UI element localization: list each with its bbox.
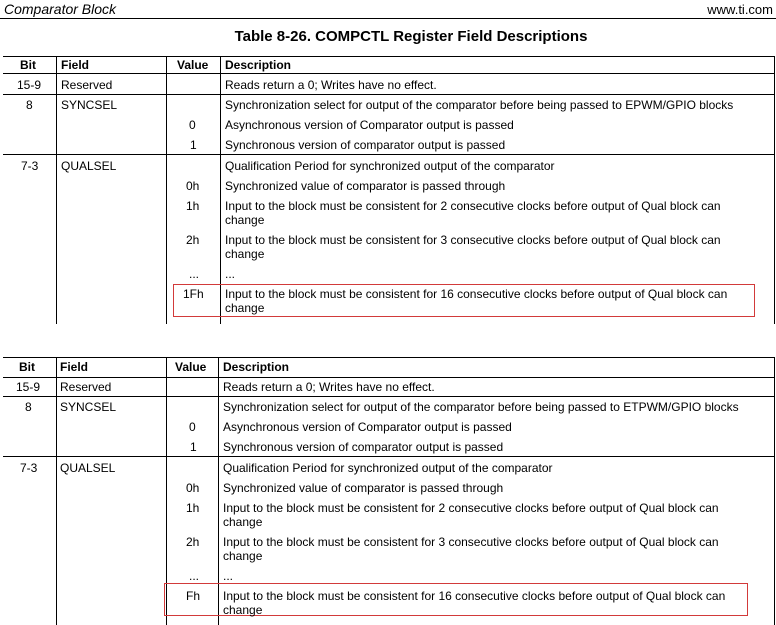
row-description: Synchronized value of comparator is passed through (223, 481, 504, 495)
row-description: Synchronous version of comparator output is passed (223, 440, 504, 454)
row-description: Input to the block must be consistent for 16 consecutive clocks before output of Qual block can change (223, 589, 726, 617)
row-description: Input to the block must be consistent for 2 consecutive clocks before output of Qual block can change (225, 199, 721, 227)
table-col-line (56, 357, 57, 625)
row-field: QUALSEL (61, 159, 117, 173)
row-value: ... (189, 569, 200, 583)
col-header-description: Description (223, 360, 290, 374)
col-header-field: Field (61, 58, 90, 72)
row-description: Synchronized value of comparator is passed through (225, 179, 506, 193)
row-description: ... (225, 267, 236, 281)
row-value: 1h (186, 199, 200, 213)
row-value: 2h (186, 535, 200, 549)
col-header-value: Value (175, 360, 207, 374)
row-value: Fh (186, 589, 201, 603)
col-header-bit: Bit (19, 360, 35, 374)
row-bit: 8 (26, 98, 33, 112)
row-description: Synchronous version of comparator output is passed (225, 138, 506, 152)
table-rule (3, 456, 775, 457)
row-value: 0 (189, 118, 196, 132)
row-field: Reserved (61, 78, 113, 92)
row-description: Synchronization select for output of the comparator before being passed to ETPWM/GPIO blocks (223, 400, 739, 414)
row-field: QUALSEL (60, 461, 116, 475)
row-description: Asynchronous version of Comparator output is passed (223, 420, 512, 434)
row-description: Input to the block must be consistent for 3 consecutive clocks before output of Qual block can change (223, 535, 719, 563)
table-rule (3, 73, 775, 74)
table-rule (3, 94, 775, 95)
col-header-description: Description (225, 58, 292, 72)
row-bit: 15-9 (16, 380, 41, 394)
row-value: 1h (186, 501, 200, 515)
row-description: Asynchronous version of Comparator output is passed (225, 118, 514, 132)
row-value: ... (189, 267, 200, 281)
row-value: 0h (186, 179, 200, 193)
row-bit: 7-3 (21, 159, 39, 173)
row-field: Reserved (60, 380, 112, 394)
row-bit: 8 (25, 400, 32, 414)
row-description: Reads return a 0; Writes have no effect. (225, 78, 437, 92)
table-rule (3, 357, 775, 358)
row-description: Input to the block must be consistent for 2 consecutive clocks before output of Qual block can change (223, 501, 719, 529)
col-header-bit: Bit (20, 58, 36, 72)
table-rule (3, 396, 775, 397)
table-col-line (774, 56, 775, 324)
row-value: 1 (190, 138, 197, 152)
row-value: 1Fh (183, 287, 204, 301)
register-table-1 (3, 56, 775, 324)
table-rule (3, 154, 775, 155)
table-rule (3, 377, 775, 378)
table-caption: Table 8-26. COMPCTL Register Field Descriptions (234, 28, 588, 45)
register-table-2 (3, 357, 775, 625)
row-bit: 15-9 (17, 78, 42, 92)
row-field: SYNCSEL (61, 98, 118, 112)
table-rule (3, 56, 775, 57)
header-rule (0, 18, 776, 19)
table-col-line (774, 357, 775, 625)
row-value: 0 (189, 420, 196, 434)
row-description: Reads return a 0; Writes have no effect. (223, 380, 435, 394)
row-value: 2h (186, 233, 200, 247)
row-description: ... (223, 569, 234, 583)
site-link[interactable]: www.ti.com (707, 2, 773, 17)
table-col-line (166, 56, 167, 324)
col-header-value: Value (177, 58, 209, 72)
row-description: Qualification Period for synchronized output of the comparator (223, 461, 553, 475)
row-description: Input to the block must be consistent for 3 consecutive clocks before output of Qual block can change (225, 233, 721, 261)
row-bit: 7-3 (20, 461, 38, 475)
row-description: Synchronization select for output of the comparator before being passed to EPWM/GPIO blocks (225, 98, 734, 112)
col-header-field: Field (60, 360, 89, 374)
row-value: 1 (190, 440, 197, 454)
row-field: SYNCSEL (60, 400, 117, 414)
table-col-line (56, 56, 57, 324)
row-description: Input to the block must be consistent for 16 consecutive clocks before output of Qual block can change (225, 287, 728, 315)
row-description: Qualification Period for synchronized output of the comparator (225, 159, 555, 173)
section-title: Comparator Block (4, 1, 117, 17)
row-value: 0h (186, 481, 200, 495)
